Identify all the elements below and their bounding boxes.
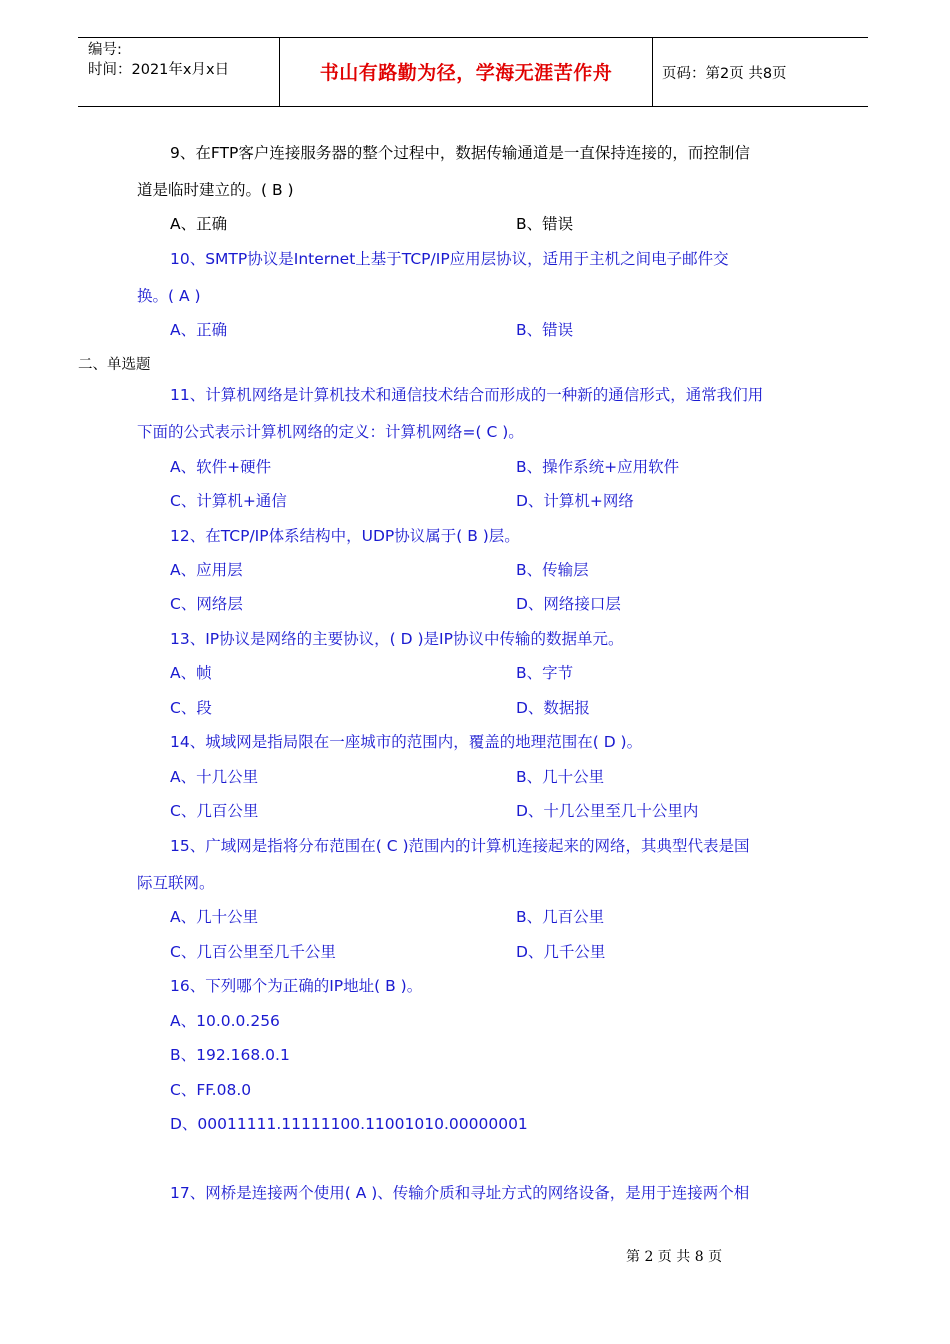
- question-17-line-1: 17、网桥是连接两个使用( A )、传输介质和寻址方式的网络设备，是用于连接两个相: [170, 1184, 750, 1202]
- option-a: A、几十公里: [170, 908, 259, 926]
- header-meta: [88, 40, 229, 80]
- option-c: C、FF.08.0: [170, 1081, 252, 1099]
- page-header: [78, 37, 868, 107]
- header-divider: [652, 38, 653, 106]
- question-10-line-2: 换。( A ): [137, 287, 201, 305]
- option-a: A、正确: [170, 215, 228, 233]
- page-footer: 第 2 页 共 8 页: [626, 1249, 723, 1265]
- question-15-line-2: 际互联网。: [137, 874, 215, 892]
- option-b: B、字节: [516, 664, 574, 682]
- option-c: C、网络层: [170, 595, 243, 613]
- option-a: A、应用层: [170, 561, 243, 579]
- option-d: D、十几公里至几十公里内: [516, 802, 699, 820]
- question-13: 13、IP协议是网络的主要协议，( D )是IP协议中传输的数据单元。: [170, 630, 624, 648]
- option-b: B、192.168.0.1: [170, 1046, 290, 1064]
- option-b: B、几百公里: [516, 908, 605, 926]
- option-a: A、10.0.0.256: [170, 1012, 280, 1030]
- question-11-line-2: 下面的公式表示计算机网络的定义：计算机网络=( C )。: [137, 423, 524, 441]
- option-c: C、几百公里至几千公里: [170, 943, 336, 961]
- option-c: C、计算机+通信: [170, 492, 287, 510]
- header-divider: [279, 38, 280, 106]
- option-d: D、计算机+网络: [516, 492, 634, 510]
- question-9-line-1: 9、在FTP客户连接服务器的整个过程中，数据传输通道是一直保持连接的，而控制信: [170, 144, 750, 162]
- option-c: C、几百公里: [170, 802, 259, 820]
- option-a: A、帧: [170, 664, 212, 682]
- option-b: B、错误: [516, 321, 574, 339]
- option-d: D、00011111.11111100.11001010.00000001: [170, 1115, 528, 1133]
- option-c: C、段: [170, 699, 212, 717]
- option-b: B、操作系统+应用软件: [516, 458, 680, 476]
- document-number-label: 编号:: [88, 42, 122, 58]
- question-14: 14、城域网是指局限在一座城市的范围内，覆盖的地理范围在( D )。: [170, 733, 643, 751]
- header-motto: 书山有路勤为径，学海无涯苦作舟: [319, 62, 613, 84]
- option-b: B、传输层: [516, 561, 589, 579]
- header-page-number: 页码：第2页 共8页: [662, 66, 787, 82]
- option-d: D、数据报: [516, 699, 590, 717]
- question-11-line-1: 11、计算机网络是计算机技术和通信技术结合而形成的一种新的通信形式，通常我们用: [170, 386, 764, 404]
- option-a: A、软件+硬件: [170, 458, 272, 476]
- option-a: A、正确: [170, 321, 228, 339]
- section-heading: 二、单选题: [78, 357, 151, 373]
- option-d: D、几千公里: [516, 943, 606, 961]
- question-16: 16、下列哪个为正确的IP地址( B )。: [170, 977, 423, 995]
- option-a: A、十几公里: [170, 768, 259, 786]
- document-date: 时间：2021年x月x日: [88, 62, 230, 78]
- question-12: 12、在TCP/IP体系结构中，UDP协议属于( B )层。: [170, 527, 520, 545]
- option-b: B、几十公里: [516, 768, 605, 786]
- question-15-line-1: 15、广域网是指将分布范围在( C )范围内的计算机连接起来的网络，其典型代表是国: [170, 837, 750, 855]
- option-d: D、网络接口层: [516, 595, 621, 613]
- option-b: B、错误: [516, 215, 574, 233]
- question-10-line-1: 10、SMTP协议是Internet上基于TCP/IP应用层协议，适用于主机之间电子邮件交: [170, 250, 729, 268]
- question-9-line-2: 道是临时建立的。( B ): [137, 181, 294, 199]
